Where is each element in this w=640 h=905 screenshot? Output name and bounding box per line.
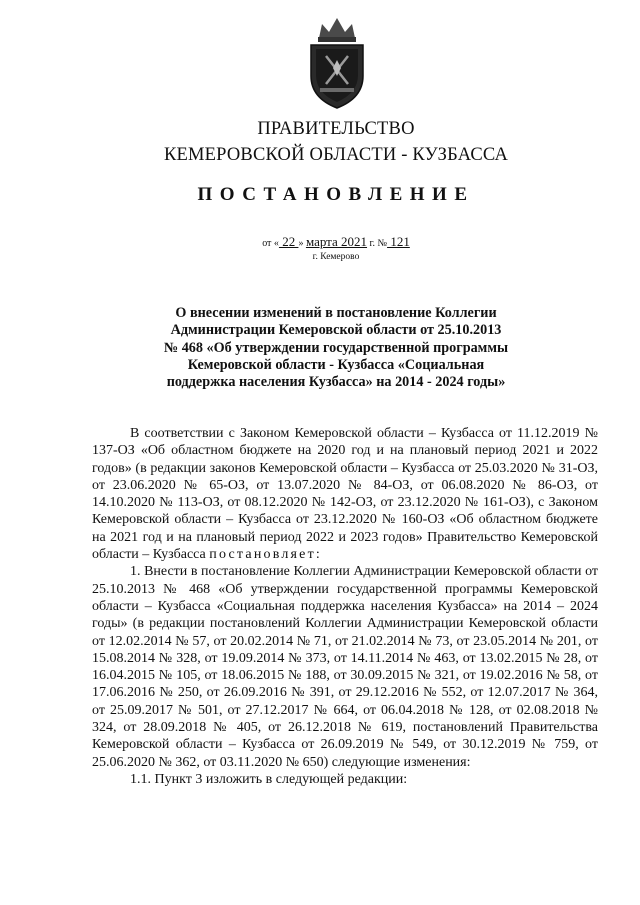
- date-mid: »: [298, 238, 306, 249]
- subject-line: О внесении изменений в постановление Коллегии: [175, 305, 497, 321]
- crown-icon: [319, 18, 355, 38]
- city: г. Кемерово: [312, 252, 360, 262]
- paragraph-item-1-1: 1.1. Пункт 3 изложить в следующей редакции:: [130, 771, 408, 787]
- date-day: 22: [278, 234, 299, 249]
- org-line-1: ПРАВИТЕЛЬСТВО: [257, 119, 415, 139]
- paragraph-item-1: 1. Внести в постановление Коллегии Администрации Кемеровской области от 25.10.2013 № 468 «Об утверждении государственной программы Кемеровской области – Кузбасса «Социальная поддержка населения Кузбасса» на 2014 – 2024 годы» (в редакции постановлений Коллегии Администрации Кемеровской области от 12.02.2014 № 57, от 20.02.2014 № 71, от 21.02.2014 № 73, от 23.05.2014 № 201, от 15.08.2014 № 328, от 19.09.2014 № 373, от 14.11.2014 № 463, от 13.02.2015 № 28, от 16.04.2015 № 105, от 18.06.2015 № 188, от 30.09.2015 № 321, от 19.02.2016 № 58, от 17.06.2016 № 250, от 26.09.2016 № 391, от 29.12.2016 № 552, от 12.07.2017 № 364, от 25.09.2017 № 501, от 27.12.2017 № 664, от 06.04.2018 № 128, от 02.08.2018 № 324, от 28.09.2018 № 405, от 26.12.2018 № 619, постановлений Правительства Кемеровской области – Кузбасса от 26.09.2019 № 549, от 30.12.2019 № 759, от 25.06.2020 № 362, от 03.11.2020 № 650) следующие изменения:: [92, 564, 598, 770]
- coat-of-arms-emblem: [302, 12, 372, 112]
- document-type: ПОСТАНОВЛЕНИЕ: [197, 184, 475, 205]
- date-from: от «: [262, 238, 279, 249]
- subject-line: Администрации Кемеровской области от 25.10.2013: [170, 322, 502, 339]
- date-month-year: марта 2021: [305, 234, 368, 249]
- document-subject: [150, 305, 522, 391]
- date-line: [0, 234, 640, 252]
- subject-line: Кемеровской области - Кузбасса «Социальная: [187, 356, 485, 373]
- date-year-suffix: г. №: [367, 238, 388, 249]
- preamble-text: В соответствии с Законом Кемеровской области – Кузбасса от 11.12.2019 № 137-ОЗ «Об областном бюджете на 2020 год и на плановый период 2021 и 2022 годов» (в редакции законов Кемеровской области – Кузбасса от 25.03.2020 № 31-ОЗ, от 23.06.2020 № 65-ОЗ, от 13.07.2020 № 84-ОЗ, от 06.08.2020 № 86-ОЗ, от 14.10.2020 № 113-ОЗ, от 08.12.2020 № 142-ОЗ, от 23.12.2020 № 161-ОЗ), с Законом Кемеровской области – Кузбасса от 23.12.2020 № 160-ОЗ «Об областном бюджете на 2021 год и на плановый период 2022 и 2023 годов» Правительство Кемеровской области – Кузбасса: [92, 426, 598, 563]
- decree-word: постановляет:: [209, 547, 322, 563]
- subject-line: № 468 «Об утверждении государственной программы: [163, 339, 509, 356]
- subject-line: поддержка населения Кузбасса» на 2014 - 2024 годы»: [166, 374, 506, 391]
- document-body: [92, 425, 598, 788]
- document-number: 121: [387, 234, 410, 249]
- paragraph-preamble: [92, 425, 598, 563]
- org-line-2: КЕМЕРОВСКОЙ ОБЛАСТИ - КУЗБАССА: [163, 145, 509, 165]
